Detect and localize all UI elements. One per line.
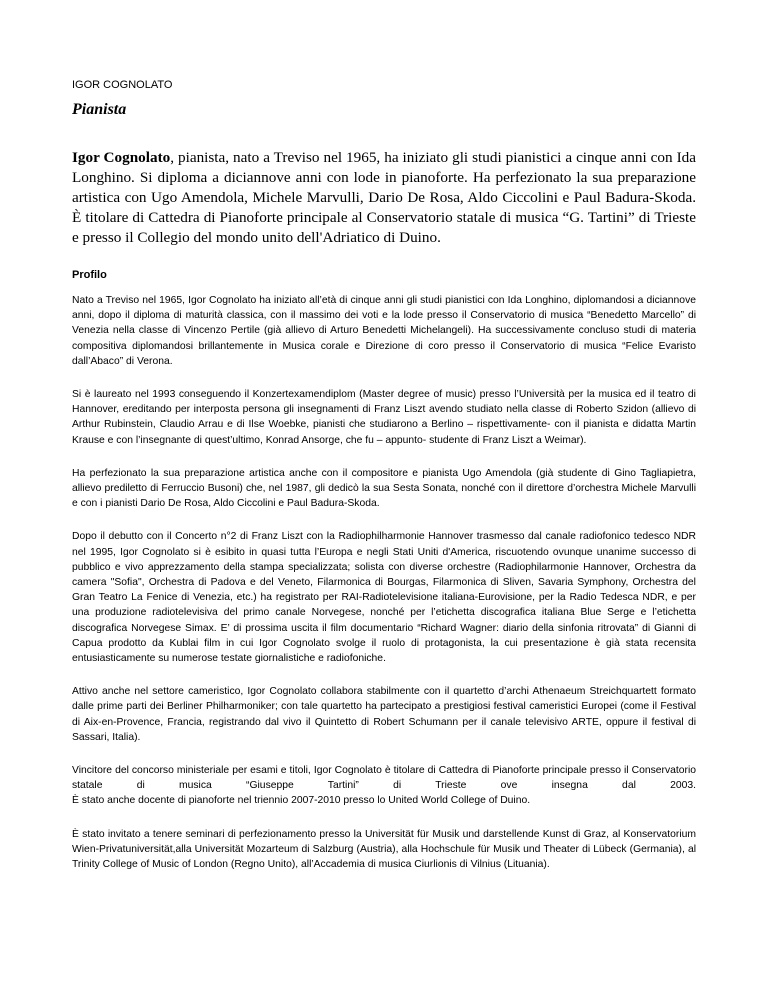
intro-text: , pianista, nato a Treviso nel 1965, ha iniziato gli studi pianistici a cinque anni con Ida Longhino. Si diploma a diciannove anni con lode in pianoforte. Ha perfezionato la sua preparazione artistica con Ugo Amendola, Michele Marvulli, Dario De Rosa, Aldo Ciccolini e Paul Badura-Skoda. È titolare di Cattedra di Pianoforte principale al Conservatorio statale di musica “G. Tartini” di Trieste e presso il Collegio del mondo unito dell'Adriatico di Duino. xyxy=(72,149,696,246)
profile-paragraph-6-line-2: È stato anche docente di pianoforte nel triennio 2007-2010 presso lo United World College of Duino. xyxy=(72,795,531,807)
profile-paragraph-4: Dopo il debutto con il Concerto n°2 di Franz Liszt con la Radiophilharmonie Hannover trasmesso dal canale radiofonico tedesco NDR nel 1995, Igor Cognolato si è esibito in quasi tutta l’Europa e negli Stati Uniti d'America, riscuotendo ovunque unanime successo di pubblico e vivo apprezzamento della stampa specializzata; solista con diverse orchestre (Radiophilarmonie Hannover, Orchestra da camera "Sofia", Orchestra di Padova e del Veneto, Filarmonica di Bourgas, Filarmonica di Sliven, Savaria Symphony, Orchestra del Gran Teatro La Fenice di Venezia, etc.) ha registrato per RAI-Radiotelevisione italiana-Eurovisione, per la Radio Tedesca NDR, e per una produzione radiotelevisiva del primo canale Norvegese, nonché per l’etichetta discografica italiana Blue Serge e l’etichetta discografica Norvegese Simax. E’ di prossima uscita il film documentario “Richard Wagner: diario della sinfonia ritrovata” di Gianni di Capua prodotto da Kublai film in cui Igor Cognolato svolge il ruolo di protagonista, la cui presentazione è già stata recensita entusiasticamente su numerose testate giornalistiche e radiofoniche. xyxy=(72,531,696,665)
profile-paragraph-6 xyxy=(72,763,696,809)
intro-paragraph xyxy=(72,148,696,248)
profile-paragraph-5: Attivo anche nel settore cameristico, Igor Cognolato collabora stabilmente con il quartetto d’archi Athenaeum Streichquartett formato dalle prime parti dei Berliner Philharmoniker; con tale quartetto ha partecipato a prestigiosi festival cameristici Europei (come il Festival di Aix-en-Provence, Francia, registrando dal vivo il Quintetto di Robert Schumann per il canale televisivo ARTE, oppure il festival di Sassari, Italia). xyxy=(72,686,696,743)
profile-paragraph-7: È stato invitato a tenere seminari di perfezionamento presso la Universität für Musik und darstellende Kunst di Graz, al Konservatorium Wien-Privatuniversität,alla Universität Mozarteum di Salzburg (Austria), alla Hochschule für Musik und Theater di Lübeck (Germania), al Trinity College of Music of London (Regno Unito), all’Accademia di musica Ciurlionis di Vilnius (Lituania). xyxy=(72,828,696,871)
document-header-name: IGOR COGNOLATO xyxy=(72,79,173,91)
profile-paragraph-1: Nato a Treviso nel 1965, Igor Cognolato ha iniziato all’età di cinque anni gli studi pianistici con Ida Longhino, diplomandosi a diciannove anni, dopo il diploma di maturità classica, con il massimo dei voti e la lode presso il Conservatorio di musica “Benedetto Marcello” di Venezia nella classe di Vincenzo Pertile (già allievo di Arturo Benedetti Michelangeli). Ha successivamente concluso studi di materia compositiva diplomandosi brillantemente in Musica corale e Direzione di coro presso il Conservatorio di musica “Felice Evaristo dall’Abaco” di Verona. xyxy=(72,295,696,367)
profile-paragraph-6-line-1: Vincitore del concorso ministeriale per esami e titoli, Igor Cognolato è titolare di Cattedra di Pianoforte principale presso il Conservatorio statale di musica “Giuseppe Tartini” di Trieste ove insegna dal 2003. xyxy=(72,765,696,792)
profile-paragraph-3: Ha perfezionato la sua preparazione artistica anche con il compositore e pianista Ugo Amendola (già studente di Gino Tagliapietra, allievo prediletto di Ferruccio Busoni) che, nel 1987, gli dedicò la sua Sesta Sonata, nonché con il direttore d’orchestra Michele Marvulli e con i pianisti Dario De Rosa, Aldo Ciccolini e Paul Badura-Skoda. xyxy=(72,467,696,510)
profile-paragraph-2: Si è laureato nel 1993 conseguendo il Konzertexamendiplom (Master degree of music) presso l’Università per la musica ed il teatro di Hannover, ereditando per interposta persona gli insegnamenti di Franz Liszt avendo studiato nella classe di Roberto Szidon (allievo di Arthur Rubinstein, Claudio Arrau e di Ilse Woebke, pianisti che studiarono a Berlino – rispettivamente- con il pianista e didatta Martin Krause e con l’insegnante di quest’ultimo, Konrad Ansorge, che fu – appunto- studente di Franz Liszt a Weimar). xyxy=(72,389,696,446)
document-subtitle: Pianista xyxy=(72,101,127,118)
document-page xyxy=(72,78,696,890)
intro-bold-name: Igor Cognolato xyxy=(72,149,171,166)
section-title-profile: Profilo xyxy=(72,269,107,281)
